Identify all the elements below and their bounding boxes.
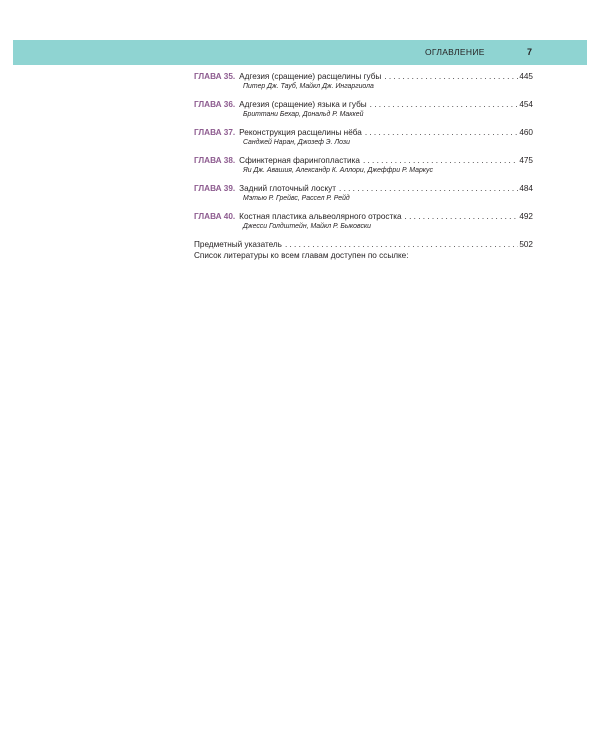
chapter-number: ГЛАВА 37.	[194, 128, 236, 137]
dot-leader	[384, 71, 518, 82]
toc-entry	[194, 99, 533, 119]
chapter-page: 460	[519, 128, 533, 137]
toc-entry	[194, 71, 533, 91]
dot-leader	[285, 239, 518, 250]
toc-entry	[194, 183, 533, 203]
page-number: 7	[527, 46, 533, 57]
references-note: Список литературы ко всем главам доступен по ссылке:	[194, 251, 409, 260]
toc-entry	[194, 155, 533, 175]
dot-leader	[370, 99, 519, 110]
toc-index-entry	[194, 239, 533, 250]
index-title: Предметный указатель	[194, 240, 282, 249]
chapter-title: Реконструкция расщелины нёба	[239, 128, 362, 137]
toc-entry-line[interactable]	[194, 239, 533, 250]
dot-leader	[339, 183, 518, 194]
chapter-title: Задний глоточный лоскут	[239, 184, 337, 193]
dot-leader	[363, 155, 518, 166]
header-band	[13, 40, 587, 65]
toc-entry-line[interactable]	[194, 211, 533, 222]
chapter-authors: Мэтью Р. Грейвс, Рассел Р. Рейд	[243, 195, 350, 202]
index-page: 502	[519, 240, 533, 249]
toc-entry-line[interactable]	[194, 71, 533, 82]
toc-entry-line[interactable]	[194, 155, 533, 166]
chapter-number: ГЛАВА 36.	[194, 100, 236, 109]
chapter-number: ГЛАВА 35.	[194, 72, 236, 81]
chapter-page: 484	[519, 184, 533, 193]
chapter-title: Адгезия (сращение) языка и губы	[239, 100, 367, 109]
toc-entry-line[interactable]	[194, 99, 533, 110]
table-of-contents	[194, 71, 533, 258]
chapter-authors: Питер Дж. Тауб, Майкл Дж. Ингаргиола	[243, 83, 374, 90]
dot-leader	[365, 127, 519, 138]
chapter-title: Адгезия (сращение) расщелины губы	[239, 72, 382, 81]
chapter-page: 454	[519, 100, 533, 109]
chapter-number: ГЛАВА 38.	[194, 156, 236, 165]
toc-entry-line[interactable]	[194, 127, 533, 138]
chapter-page: 475	[519, 156, 533, 165]
chapter-title: Костная пластика альвеолярного отростка	[239, 212, 402, 221]
dot-leader	[405, 211, 519, 222]
chapter-authors: Джесси Голдштейн, Майкл Р. Быковски	[243, 223, 371, 230]
toc-entry	[194, 127, 533, 147]
chapter-page: 445	[519, 72, 533, 81]
running-header-title: ОГЛАВЛЕНИЕ	[425, 47, 485, 57]
chapter-authors: Бриттани Бехар, Дональд Р. Маккей	[243, 111, 364, 118]
chapter-number: ГЛАВА 40.	[194, 212, 236, 221]
chapter-authors: Санджей Наран, Джозеф Э. Лози	[243, 139, 350, 146]
chapter-authors: Яи Дж. Авашия, Александр К. Аллори, Джеффри Р. Маркус	[243, 167, 433, 174]
toc-entry-line[interactable]	[194, 183, 533, 194]
toc-entry	[194, 211, 533, 231]
chapter-number: ГЛАВА 39.	[194, 184, 236, 193]
chapter-title: Сфинктерная фарингопластика	[239, 156, 360, 165]
chapter-page: 492	[519, 212, 533, 221]
